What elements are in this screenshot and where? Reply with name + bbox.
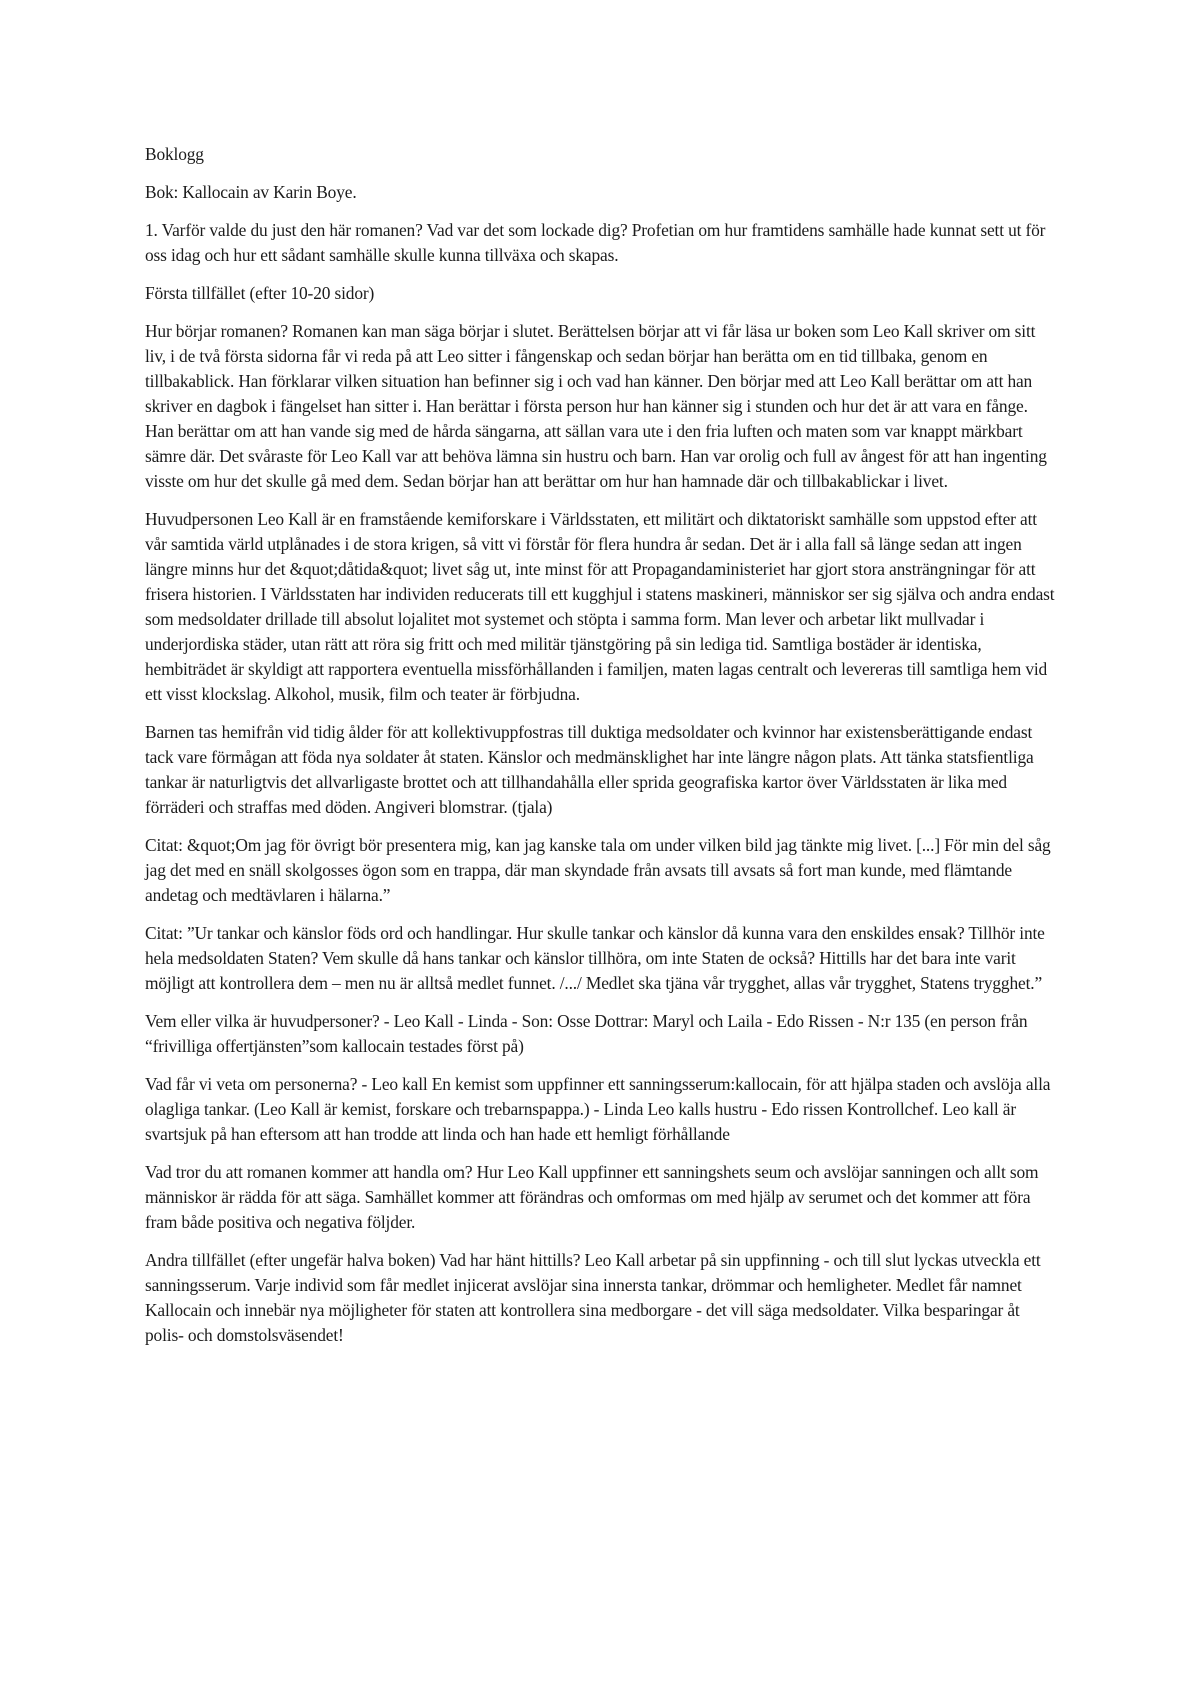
quote-2: Citat: ”Ur tankar och känslor föds ord och handlingar. Hur skulle tankar och känslor då kunna vara den enskildes ensak? Tillhör inte hela medsoldaten Staten? Vem skulle då hans tankar och känslor tillhöra, om inte Staten de också? Hittills har det bara inte varit möjligt att kontrollera dem – men nu är alltså medlet funnet. /.../ Medlet ska tjäna vår trygghet, allas vår trygghet, Statens trygghet.”	[145, 923, 1045, 993]
document-body	[145, 142, 1060, 1361]
section-heading-first: Första tillfället (efter 10-20 sidor)	[145, 283, 375, 303]
paragraph-children: Barnen tas hemifrån vid tidig ålder för att kollektivuppfostras till duktiga medsoldater och kvinnor har existensberättigande endast tack vare förmågan att föda nya soldater åt staten. Känslor och medmänsklighet har inte längre någon plats. Att tänka statsfientliga tankar är naturligtvis det allvarligaste brottet och att tillhandahålla eller sprida geografiska kartor över Världsstaten är lika med förräderi och straffas med döden. Angiveri blomstrar. (tjala)	[145, 722, 1034, 817]
paragraph-character-info: Vad får vi veta om personerna? - Leo kall En kemist som uppfinner ett sanningsserum:kallocain, för att hjälpa staden och avslöja alla olagliga tankar. (Leo Kall är kemist, forskare och trebarnspappa.) - Linda Leo kalls hustru - Edo rissen Kontrollchef. Leo kall är svartsjuk på han eftersom att han trodde att linda och han hade ett hemligt förhållande	[145, 1074, 1051, 1144]
document-title: Boklogg	[145, 144, 204, 164]
paragraph-q1: 1. Varför valde du just den här romanen? Vad var det som lockade dig? Profetian om hur framtidens samhälle hade kunnat sett ut för oss idag och hur ett sådant samhälle skulle kunna tillväxa och skapas.	[145, 220, 1046, 265]
book-line: Bok: Kallocain av Karin Boye.	[145, 182, 357, 202]
quote-1: Citat: &quot;Om jag för övrigt bör presentera mig, kan jag kanske tala om under vilken bild jag tänkte mig livet. [...] För min del såg jag det med en snäll skolgosses ögon som en trappa, där man skyndade från avsats till avsats så fort man kunde, med flämtande andetag och medtävlaren i hälarna.”	[145, 835, 1051, 905]
paragraph-protagonist: Huvudpersonen Leo Kall är en framstående kemiforskare i Världsstaten, ett militärt och diktatoriskt samhälle som uppstod efter att vår samtida värld utplånades i de stora krigen, så vitt vi förstår för flera hundra år sedan. Det är i alla fall så länge sedan att ingen längre minns hur det &quot;dåtida&quot; livet såg ut, inte minst för att Propagandaministeriet har gjort stora ansträngningar för att frisera historien. I Världsstaten har individen reducerats till ett kugghjul i statens maskineri, människor ser sig själva och andra endast som medsoldater drillade till absolut lojalitet mot systemet och stöpta i samma form. Man lever och arbetar likt mullvadar i underjordiska städer, utan rätt att röra sig fritt och med militär tjänstgöring på sin lediga tid. Samtliga bostäder är identiska, hembiträdet är skyldigt att rapportera eventuella missförhållanden i familjen, maten lagas centralt och levereras till samtliga hem vid ett visst klockslag. Alkohol, musik, film och teater är förbjudna.	[145, 509, 1055, 704]
paragraph-second-occasion: Andra tillfället (efter ungefär halva boken) Vad har hänt hittills? Leo Kall arbetar på sin uppfinning - och till slut lyckas utveckla ett sanningsserum. Varje individ som får medlet injicerat avslöjar sina innersta tankar, drömmar och hemligheter. Medlet får namnet Kallocain och innebär nya möjligheter för staten att kontrollera sina medborgare - det vill säga medsoldater. Vilka besparingar åt polis- och domstolsväsendet!	[145, 1250, 1041, 1345]
paragraph-beginning: Hur börjar romanen? Romanen kan man säga börjar i slutet. Berättelsen börjar att vi får läsa ur boken som Leo Kall skriver om sitt liv, i de två första sidorna får vi reda på att Leo sitter i fångenskap och sedan börjar han berätta om en tid tillbaka, genom en tillbakablick. Han förklarar vilken situation han befinner sig i och vad han känner. Den börjar med att Leo Kall berättar om att han skriver en dagbok i fängelset han sitter i. Han berättar i första person hur han känner sig i stunden och hur det är att vara en fånge. Han berättar om att han vande sig med de hårda sängarna, att sällan vara ute i den fria luften och maten som var knappt märkbart sämre där. Det svåraste för Leo Kall var att behöva lämna sin hustru och barn. Han var orolig och full av ångest för att han ingenting visste om hur det skulle gå med dem. Sedan börjar han att berättar om hur han hamnade där och tillbakablickar i livet.	[145, 321, 1047, 491]
paragraph-characters: Vem eller vilka är huvudpersoner? - Leo Kall - Linda - Son: Osse Dottrar: Maryl och Laila - Edo Rissen - N:r 135 (en person från “frivilliga offertjänsten”som kallocain testades först på)	[145, 1011, 1028, 1056]
paragraph-prediction: Vad tror du att romanen kommer att handla om? Hur Leo Kall uppfinner ett sanningshets seum och avslöjar sanningen och allt som människor är rädda för att säga. Samhället kommer att förändras och omformas om med hjälp av serumet och det kommer att föra fram både positiva och negativa följder.	[145, 1162, 1039, 1232]
